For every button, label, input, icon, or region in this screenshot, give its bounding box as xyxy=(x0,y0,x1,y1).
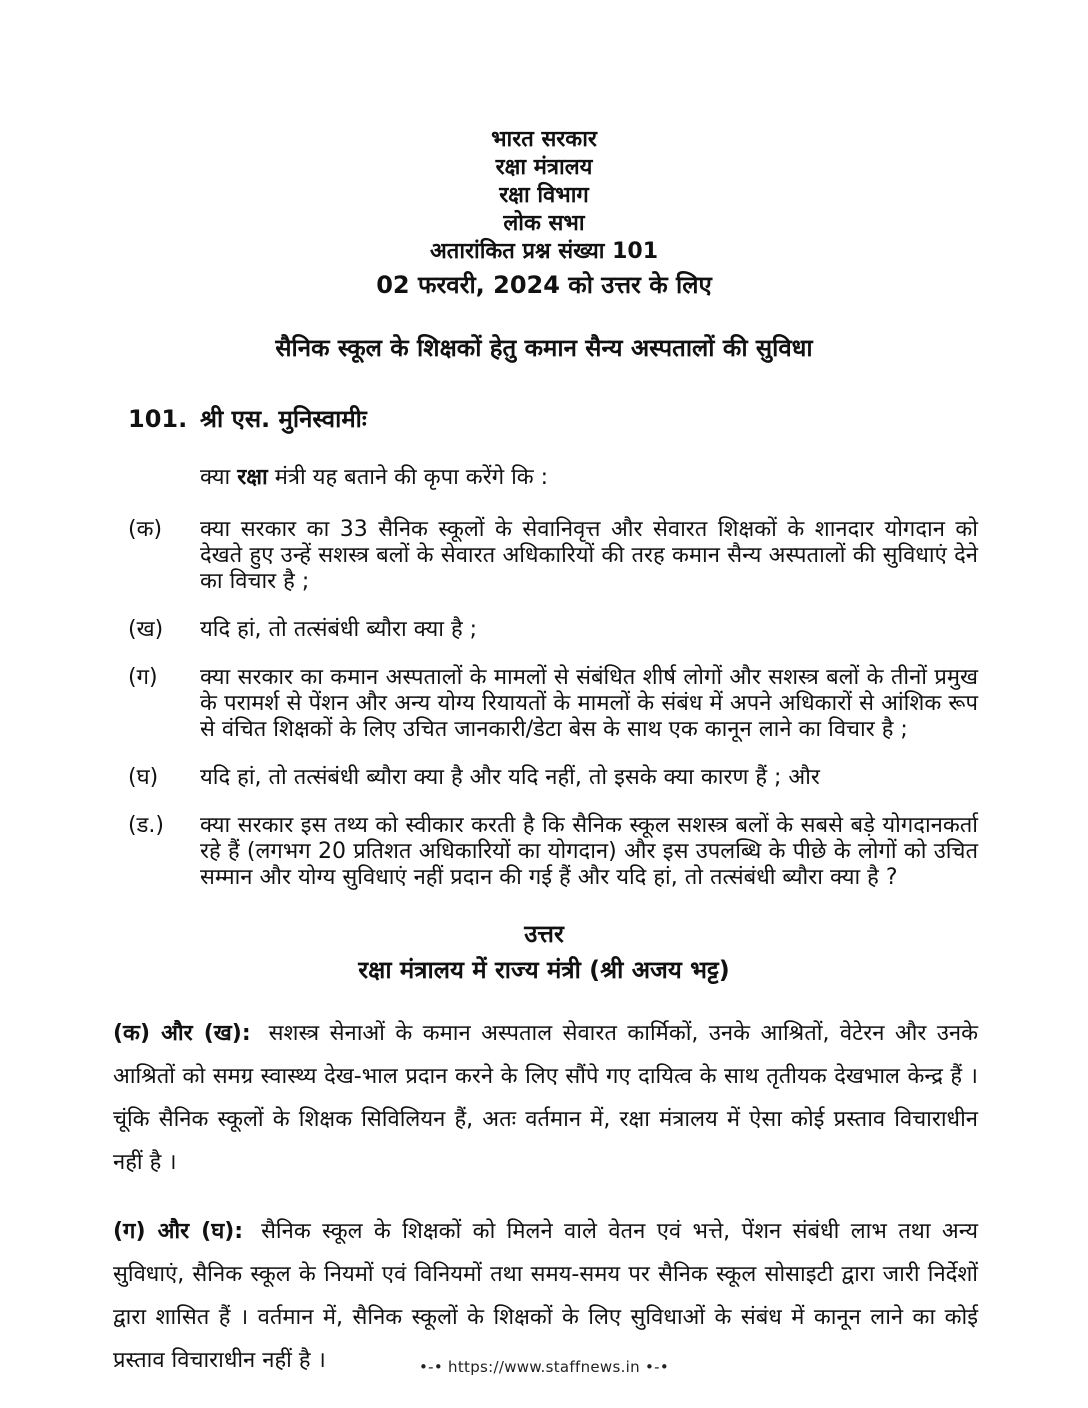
intro-prefix: क्या xyxy=(200,465,238,490)
question-item-label: (घ) xyxy=(128,765,159,790)
question-intro xyxy=(200,465,975,491)
question-item xyxy=(0,517,1088,595)
question-item-text: यदि हां, तो तत्संबंधी ब्यौरा क्या है ; xyxy=(200,617,478,642)
answer-paragraph-label: (क) और (ख): xyxy=(113,1021,251,1046)
intro-suffix: मंत्री यह बताने की कृपा करेंगे कि : xyxy=(267,465,549,490)
question-item xyxy=(0,813,1088,891)
header-government: भारत सरकार xyxy=(491,127,597,152)
header-department: रक्षा विभाग xyxy=(499,183,589,208)
question-item-label: (ग) xyxy=(128,665,158,690)
question-item-text: क्या सरकार इस तथ्य को स्वीकार करती है कि सैनिक स्कूल सशस्त्र बलों के सबसे बड़े योगदानकर्ता रहे हैं (लगभग 20 प्रतिशत अधिकारियों का योगदान) और इस उपलब्धि के पीछे के लोगों को उचित सम्मान और योग्य सुविधाएं नहीं प्रदान की गई हैं और यदि हां, तो तत्संबंधी ब्यौरा क्या है ? xyxy=(200,813,978,890)
question-item-label: (ड.) xyxy=(128,813,164,838)
question-item-label: (ख) xyxy=(128,617,164,642)
answer-paragraph-label: (ग) और (घ): xyxy=(113,1219,244,1244)
answer-paragraph xyxy=(113,1012,978,1184)
question-item-list xyxy=(0,517,1088,891)
header-question-number: अतारांकित प्रश्न संख्या 101 xyxy=(429,239,659,264)
answer-paragraph-text: सैनिक स्कूल के शिक्षकों को मिलने वाले वेतन एवं भत्ते, पेंशन संबंधी लाभ तथा अन्य सुविधाएं, सैनिक स्कूल के नियमों एवं विनियमों तथा समय-समय पर सैनिक स्कूल सोसाइटी द्वारा जारी निर्देशों द्वारा शासित हैं । वर्तमान में, सैनिक स्कूलों के शिक्षकों के लिए सुविधाओं के संबंध में कानून लाने का कोई प्रस्ताव विचाराधीन नहीं है । xyxy=(113,1219,978,1373)
answer-paragraph-text: सशस्त्र सेनाओं के कमान अस्पताल सेवारत कार्मिकों, उनके आश्रितों, वेटेरन और उनके आश्रितों को समग्र स्वास्थ्य देख-भाल प्रदान करने के लिए सौंपे गए दायित्व के साथ तृतीयक देखभाल केन्द्र हैं । चूंकि सैनिक स्कूलों के शिक्षक सिविलियन हैं, अतः वर्तमान में, रक्षा मंत्रालय में ऐसा कोई प्रस्ताव विचाराधीन नहीं है । xyxy=(113,1021,978,1175)
header-ministry: रक्षा मंत्रालय xyxy=(495,155,593,180)
question-number: 101. xyxy=(128,405,188,433)
question-asker: श्री एस. मुनिस्वामीः xyxy=(200,405,367,433)
question-item-text: क्या सरकार का कमान अस्पतालों के मामलों से संबंधित शीर्ष लोगों और सशस्त्र बलों के तीनों प्रमुख के परामर्श से पेंशन और अन्य योग्य रियायतों के मामलों के संबंध में अपने अधिकारों से आंशिक रूप से वंचित शिक्षकों के लिए उचित जानकारी/डेटा बेस के साथ एक कानून लाने का विचार है ; xyxy=(200,665,978,742)
question-item xyxy=(0,765,1088,791)
question-item xyxy=(0,665,1088,743)
question-item xyxy=(0,617,1088,643)
question-item-text: क्या सरकार का 33 सैनिक स्कूलों के सेवानिवृत्त और सेवारत शिक्षकों के शानदार योगदान को देखते हुए उन्हें सशस्त्र बलों के सेवारत अधिकारियों की तरह कमान सैन्य अस्पतालों की सुविधाएं देने का विचार है ; xyxy=(200,517,978,594)
answer-heading: उत्तर xyxy=(524,920,564,948)
document-header xyxy=(0,0,1088,299)
page-title: सैनिक स्कूल के शिक्षकों हेतु कमान सैन्य अस्पतालों की सुविधा xyxy=(275,334,813,362)
question-item-label: (क) xyxy=(128,517,163,542)
header-house: लोक सभा xyxy=(503,211,585,236)
answer-minister-line: रक्षा मंत्रालय में राज्य मंत्री (श्री अजय भट्ट) xyxy=(358,956,730,984)
header-answer-date: 02 फरवरी, 2024 को उत्तर के लिए xyxy=(376,271,712,299)
intro-bold-word: रक्षा xyxy=(237,465,268,490)
question-head xyxy=(128,402,1088,435)
footer-watermark: •-• https://www.staffnews.in •-• xyxy=(418,1358,670,1376)
question-item-text: यदि हां, तो तत्संबंधी ब्यौरा क्या है और यदि नहीं, तो इसके क्या कारण हैं ; और xyxy=(200,765,820,790)
answer-paragraph xyxy=(113,1210,978,1382)
